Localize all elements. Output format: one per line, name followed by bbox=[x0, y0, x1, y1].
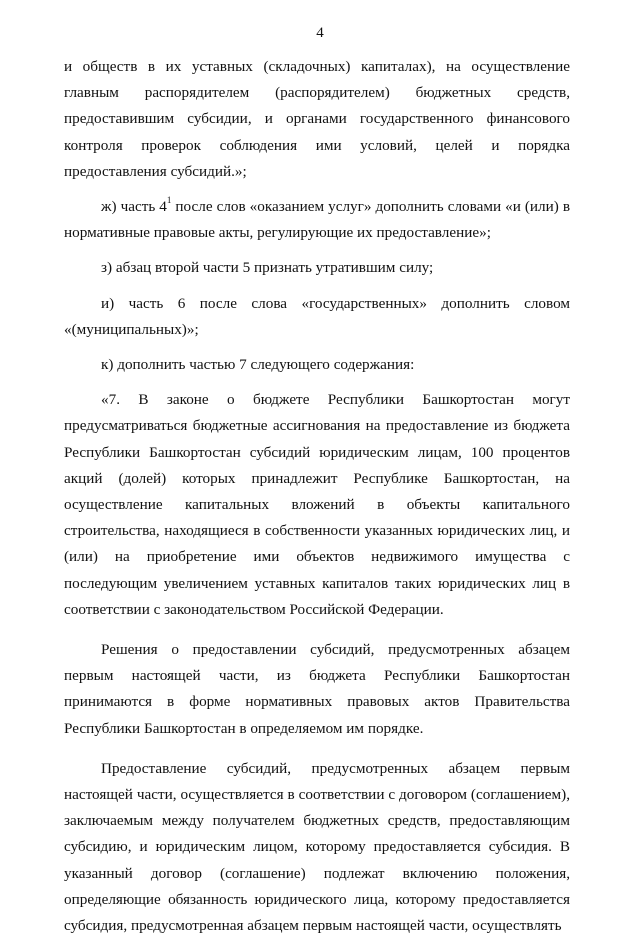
superscript-index: 1 bbox=[166, 194, 172, 205]
document-body bbox=[64, 54, 570, 939]
paragraph-item-zh bbox=[64, 194, 570, 246]
paragraph-part-7: «7. В законе о бюджете Республики Башкортостан могут предусматриваться бюджетные ассигнования на предоставление из бюджета Республики Башкортостан субсидий юридическим лицам, 100 процентов акций (долей) которых принадлежит Республике Башкортостан, на осуществление капитальных вложений в объекты капитального строительства, находящиеся в собственности указанных юридических лиц, и (или) на приобретение ими объектов недвижимого имущества с последующим увеличением уставных капиталов таких юридических лиц в соответствии с законодательством Российской Федерации. bbox=[64, 391, 570, 618]
page-number: 4 bbox=[316, 25, 324, 41]
paragraph-item-k: к) дополнить частью 7 следующего содержания: bbox=[101, 356, 415, 374]
paragraph-item-i: и) часть 6 после слова «государственных» дополнить словом «(муниципальных)»; bbox=[64, 294, 570, 338]
item-zh-text-end: после слов «оказанием услуг» дополнить словами «и (или) в нормативные правовые акты, регулирующие их предоставление»; bbox=[64, 198, 570, 242]
item-zh-text-start: ж) часть 4 bbox=[101, 198, 167, 216]
paragraph-provision: Предоставление субсидий, предусмотренных абзацем первым настоящей части, осуществляется в соответствии с договором (соглашением), заключаемым между получателем бюджетных средств, предоставляющим субсидию, и юридическим лицом, которому предоставляется субсидия. В указанный договор (соглашение) подлежат включению положения, определяющие обязанность юридического лица, которому предоставляется субсидия, предусмотренная абзацем первым настоящей части, осуществлять bbox=[64, 759, 570, 935]
paragraph-decisions: Решения о предоставлении субсидий, предусмотренных абзацем первым настоящей части, из бюджета Республики Башкортостан принимаются в форме нормативных правовых актов Правительства Республики Башкортостан в определяемом им порядке. bbox=[64, 641, 570, 737]
paragraph-item-z: з) абзац второй части 5 признать утратившим силу; bbox=[101, 259, 434, 277]
paragraph-continuation: и обществ в их уставных (складочных) капиталах), на осуществление главным распорядителем (распорядителем) бюджетных средств, предоставившим субсидии, и органами государственного финансового контроля проверок соблюдения ими условий, целей и порядка предоставления субсидий.»; bbox=[64, 58, 570, 180]
